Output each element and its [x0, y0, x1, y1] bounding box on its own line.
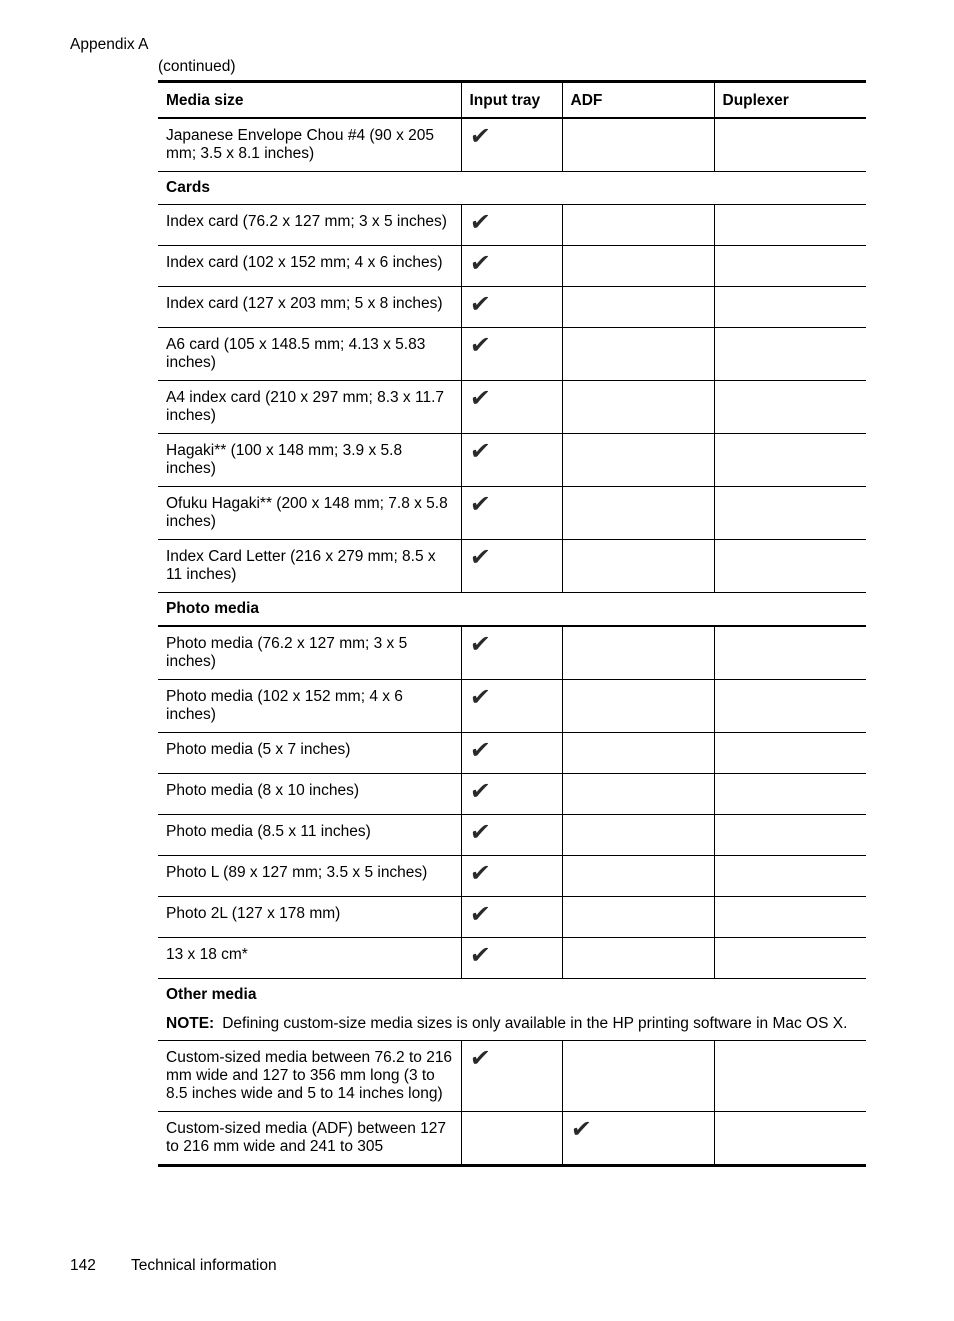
- adf-cell: [562, 856, 714, 897]
- checkmark-icon: ✔: [468, 385, 492, 412]
- adf-cell: [562, 626, 714, 680]
- media-size-cell: Hagaki** (100 x 148 mm; 3.9 x 5.8 inches): [166, 442, 403, 477]
- checkmark-icon: ✔: [569, 1116, 593, 1143]
- input-tray-cell: [461, 680, 562, 733]
- adf-cell: [562, 246, 714, 287]
- table-row: [158, 246, 866, 287]
- note-text: Defining custom-size media sizes is only available in the HP printing software in Mac OS X.: [222, 1015, 848, 1032]
- table-row: [158, 774, 866, 815]
- media-size-cell: Custom-sized media (ADF) between 127 to 216 mm wide and 241 to 305: [166, 1120, 446, 1155]
- adf-cell: [562, 328, 714, 381]
- checkmark-icon: ✔: [468, 209, 492, 236]
- section-title: Other media: [166, 986, 257, 1003]
- footer-section-title: Technical information: [131, 1257, 277, 1274]
- table-row: [158, 938, 866, 979]
- duplexer-cell: [714, 381, 866, 434]
- section-cell: [158, 979, 866, 1041]
- duplexer-cell: [714, 287, 866, 328]
- checkmark-icon: ✔: [468, 250, 492, 277]
- note-label: NOTE:: [166, 1015, 215, 1032]
- media-size-cell: Custom-sized media between 76.2 to 216 mm wide and 127 to 356 mm long (3 to 8.5 inches wide and 5 to 14 inches long): [166, 1049, 453, 1102]
- duplexer-cell: [714, 938, 866, 979]
- table-row: [158, 626, 866, 680]
- input-tray-cell: [461, 1112, 562, 1166]
- input-tray-cell: [461, 897, 562, 938]
- table-row: [158, 381, 866, 434]
- input-tray-cell: [461, 856, 562, 897]
- duplexer-cell: [714, 774, 866, 815]
- column-header-media-size: Media size: [166, 92, 244, 109]
- media-size-cell: A4 index card (210 x 297 mm; 8.3 x 11.7 inches): [166, 389, 445, 424]
- input-tray-cell: [461, 774, 562, 815]
- media-size-table: [158, 80, 866, 1167]
- input-tray-cell: [461, 246, 562, 287]
- checkmark-icon: ✔: [468, 860, 492, 887]
- table-row: [158, 118, 866, 172]
- adf-cell: [562, 205, 714, 246]
- running-header: Appendix A: [70, 36, 149, 53]
- duplexer-cell: [714, 1041, 866, 1112]
- checkmark-icon: ✔: [468, 491, 492, 518]
- duplexer-cell: [714, 680, 866, 733]
- table-row: [158, 1041, 866, 1112]
- table-row: [158, 540, 866, 593]
- media-size-cell: Index card (102 x 152 mm; 4 x 6 inches): [166, 254, 443, 271]
- duplexer-cell: [714, 434, 866, 487]
- adf-cell: [562, 680, 714, 733]
- adf-cell: [562, 118, 714, 172]
- media-size-cell: Photo media (102 x 152 mm; 4 x 6 inches): [166, 688, 403, 723]
- duplexer-cell: [714, 733, 866, 774]
- table-row: [158, 434, 866, 487]
- adf-cell: [562, 1041, 714, 1112]
- adf-cell: [562, 733, 714, 774]
- input-tray-cell: [461, 487, 562, 540]
- media-size-cell: Photo 2L (127 x 178 mm): [166, 905, 341, 922]
- media-size-cell: Photo media (8 x 10 inches): [166, 782, 359, 799]
- adf-cell: [562, 287, 714, 328]
- checkmark-icon: ✔: [468, 1045, 492, 1072]
- table-row: [158, 205, 866, 246]
- checkmark-icon: ✔: [468, 544, 492, 571]
- checkmark-icon: ✔: [468, 684, 492, 711]
- input-tray-cell: [461, 381, 562, 434]
- section-cell: [158, 593, 866, 627]
- duplexer-cell: [714, 540, 866, 593]
- page-number: 142: [70, 1257, 96, 1274]
- media-size-cell: Index Card Letter (216 x 279 mm; 8.5 x 11 inches): [166, 548, 436, 583]
- column-header-duplexer: Duplexer: [714, 82, 866, 119]
- adf-cell: [562, 815, 714, 856]
- table-row: [158, 487, 866, 540]
- adf-cell: [562, 938, 714, 979]
- checkmark-icon: ✔: [468, 901, 492, 928]
- table-row: [158, 680, 866, 733]
- section-row: [158, 593, 866, 627]
- duplexer-cell: [714, 205, 866, 246]
- media-size-cell: Photo L (89 x 127 mm; 3.5 x 5 inches): [166, 864, 428, 881]
- section-row: [158, 172, 866, 205]
- media-size-cell: Index card (76.2 x 127 mm; 3 x 5 inches): [166, 213, 447, 230]
- checkmark-icon: ✔: [468, 631, 492, 658]
- input-tray-cell: [461, 938, 562, 979]
- input-tray-cell: [461, 328, 562, 381]
- media-size-cell: 13 x 18 cm*: [166, 946, 248, 963]
- table-row: [158, 856, 866, 897]
- table-row: [158, 287, 866, 328]
- column-header-input-tray: Input tray: [461, 82, 562, 119]
- media-size-cell: Photo media (76.2 x 127 mm; 3 x 5 inches): [166, 635, 408, 670]
- section-title: Cards: [166, 179, 210, 196]
- duplexer-cell: [714, 487, 866, 540]
- input-tray-cell: [461, 118, 562, 172]
- input-tray-cell: [461, 434, 562, 487]
- input-tray-cell: [461, 540, 562, 593]
- adf-cell: [562, 540, 714, 593]
- adf-cell: [562, 1112, 714, 1166]
- table-header-row: [158, 82, 866, 119]
- adf-cell: [562, 774, 714, 815]
- checkmark-icon: ✔: [468, 291, 492, 318]
- media-size-cell: A6 card (105 x 148.5 mm; 4.13 x 5.83 inches): [166, 336, 426, 371]
- note: [166, 1015, 858, 1033]
- continued-label: (continued): [158, 58, 236, 75]
- table-row: [158, 815, 866, 856]
- duplexer-cell: [714, 328, 866, 381]
- media-size-cell: Photo media (5 x 7 inches): [166, 741, 351, 758]
- input-tray-cell: [461, 205, 562, 246]
- checkmark-icon: ✔: [468, 819, 492, 846]
- section-row: [158, 979, 866, 1041]
- adf-cell: [562, 434, 714, 487]
- checkmark-icon: ✔: [468, 942, 492, 969]
- input-tray-cell: [461, 815, 562, 856]
- duplexer-cell: [714, 626, 866, 680]
- column-header-adf: ADF: [562, 82, 714, 119]
- input-tray-cell: [461, 626, 562, 680]
- table-row: [158, 897, 866, 938]
- adf-cell: [562, 897, 714, 938]
- checkmark-icon: ✔: [468, 123, 492, 150]
- checkmark-icon: ✔: [468, 778, 492, 805]
- table-row: [158, 733, 866, 774]
- table-row: [158, 1112, 866, 1166]
- table-row: [158, 328, 866, 381]
- section-title: Photo media: [166, 600, 260, 617]
- duplexer-cell: [714, 118, 866, 172]
- adf-cell: [562, 381, 714, 434]
- checkmark-icon: ✔: [468, 332, 492, 359]
- adf-cell: [562, 487, 714, 540]
- section-cell: [158, 172, 866, 205]
- duplexer-cell: [714, 897, 866, 938]
- input-tray-cell: [461, 287, 562, 328]
- media-size-cell: Photo media (8.5 x 11 inches): [166, 823, 371, 840]
- duplexer-cell: [714, 1112, 866, 1166]
- input-tray-cell: [461, 1041, 562, 1112]
- checkmark-icon: ✔: [468, 438, 492, 465]
- input-tray-cell: [461, 733, 562, 774]
- duplexer-cell: [714, 246, 866, 287]
- duplexer-cell: [714, 815, 866, 856]
- duplexer-cell: [714, 856, 866, 897]
- media-size-cell: Ofuku Hagaki** (200 x 148 mm; 7.8 x 5.8 inches): [166, 495, 448, 530]
- checkmark-icon: ✔: [468, 737, 492, 764]
- media-size-cell: Japanese Envelope Chou #4 (90 x 205 mm; 3.5 x 8.1 inches): [166, 127, 435, 162]
- media-size-cell: Index card (127 x 203 mm; 5 x 8 inches): [166, 295, 443, 312]
